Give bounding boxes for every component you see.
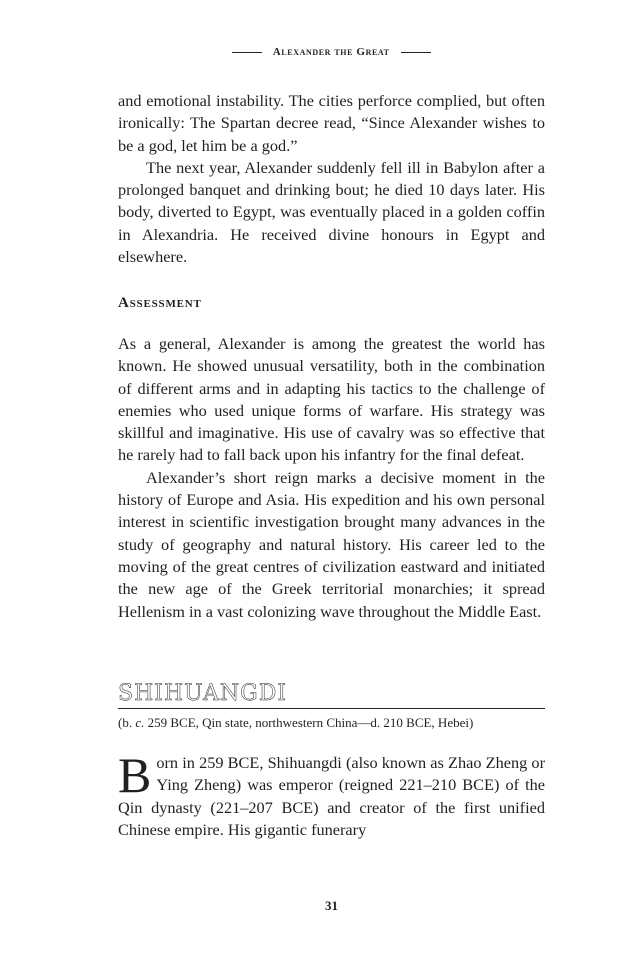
dates-circa: c. bbox=[135, 715, 145, 730]
paragraph: and emotional instability. The cities perforce complied, but often ironically: The Spartan decree read, “Since Alexander wishes to be a god, let him be a god.” bbox=[118, 91, 545, 155]
paragraph: The next year, Alexander suddenly fell ill in Babylon after a prolonged banquet and drinking bout; he died 10 days later. His body, diverted to Egypt, was eventually placed in a golden coffin in Alexandria. He received divine honours in Egypt and elsewhere. bbox=[118, 157, 545, 267]
assessment-text bbox=[118, 333, 545, 623]
shihuangdi-text bbox=[118, 747, 545, 841]
assessment-heading: Assessment bbox=[118, 295, 202, 311]
header-right-rule bbox=[401, 52, 431, 53]
dates-rest: 259 BCE, Qin state, northwestern China—d. 210 BCE, Hebei) bbox=[144, 715, 474, 730]
paragraph-body: orn in 259 BCE, Shihuangdi (also known as Zhao Zheng or Ying Zheng) was emperor (reigned 221–210 BCE) of the Qin dynasty (221–207 BCE) and creator of the first unified Chinese empire. His gigantic funerary bbox=[118, 753, 545, 839]
drop-cap: B bbox=[118, 747, 152, 803]
header-left-rule bbox=[232, 52, 262, 53]
paragraph: As a general, Alexander is among the greatest the world has known. He showed unusual versatility, both in the combination of different arms and in adapting his tactics to the challenge of enemies who used unique forms of warfare. His strategy was skillful and imaginative. His use of cavalry was so effective that he rarely had to fall back upon his infantry for the final defeat. bbox=[118, 334, 545, 465]
running-title: Alexander the Great bbox=[272, 46, 390, 58]
running-header bbox=[118, 46, 545, 58]
dates-prefix: (b. bbox=[118, 715, 136, 730]
page-number: 31 bbox=[325, 898, 338, 913]
paragraph bbox=[118, 747, 545, 841]
paragraph: Alexander’s short reign marks a decisive moment in the history of Europe and Asia. His expedition and his own personal interest in scientific investigation brought many advances in the study of geography and natural history. His career led to the moving of the great centres of civilization eastward and initiated the new age of the Greek territorial monarchies; it spread Hellenism in a vast colonizing wave throughout the Middle East. bbox=[118, 467, 545, 621]
section-title-shihuangdi: SHIHUANGDI bbox=[118, 680, 545, 709]
life-dates bbox=[118, 714, 545, 732]
text-block-top bbox=[118, 90, 545, 268]
